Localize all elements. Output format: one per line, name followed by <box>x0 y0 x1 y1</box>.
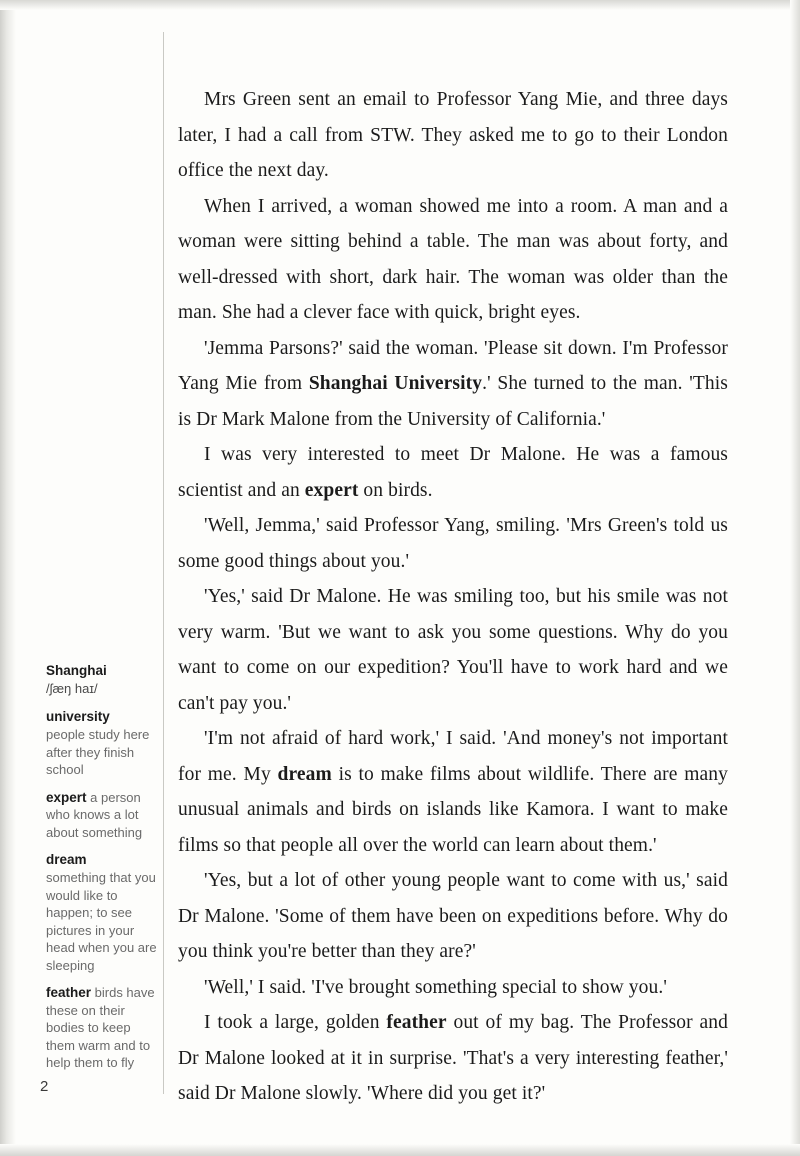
glossary-headword: university <box>46 709 110 724</box>
glossary-definition: something that you would like to happen; to see pictures in your head when you are sleeping <box>46 870 157 973</box>
glossary-definition: people study here after they finish school <box>46 727 150 777</box>
glossary-entry <box>46 984 158 1072</box>
glossary-inline-entry <box>46 789 158 842</box>
paragraph: 'Jemma Parsons?' said the woman. 'Please sit down. I'm Professor Yang Mie from Shanghai University.' She turned to the man. 'This is Dr Mark Malone from the University of California.' <box>178 337 728 430</box>
glossary-headword: dream <box>46 852 87 867</box>
glossary-definition: a person who knows a lot about something <box>46 789 143 840</box>
glossary-headword: feather <box>46 985 92 1000</box>
column-divider-rule <box>163 32 164 1094</box>
page-edge-shadow-bottom <box>0 1144 800 1156</box>
glossary-entry <box>46 662 158 698</box>
glossary-entry <box>46 851 158 974</box>
paragraph: 'I'm not afraid of hard work,' I said. 'And money's not important for me. My dream is to make films about wildlife. There are many unusual animals and birds on islands like Kamora. I want to make films so that people all over the world can learn about them.' <box>178 728 728 856</box>
body-text-column <box>178 82 728 1112</box>
paragraph: Mrs Green sent an email to Professor Yang Mie, and three days later, I had a call from STW. They asked me to go to their London office the next day. <box>178 89 728 181</box>
glossary-inline-entry <box>46 984 158 1072</box>
paragraph: 'Well, Jemma,' said Professor Yang, smiling. 'Mrs Green's told us some good things about you.' <box>178 515 728 572</box>
paragraph: I took a large, golden feather out of my bag. The Professor and Dr Malone looked at it in surprise. 'That's a very interesting feather,' said Dr Malone slowly. 'Where did you get it?' <box>178 1012 729 1104</box>
paragraph: I was very interested to meet Dr Malone. He was a famous scientist and an expert on birds. <box>178 444 728 501</box>
paragraph: 'Yes, but a lot of other young people want to come with us,' said Dr Malone. 'Some of them have been on expeditions before. Why do you think you're better than they are?' <box>178 870 728 962</box>
page-edge-shadow-top <box>0 0 800 10</box>
page-edge-shadow-left <box>0 0 16 1156</box>
paragraph: When I arrived, a woman showed me into a room. A man and a woman were sitting behind a table. The man was about forty, and well-dressed with short, dark hair. The woman was older than the man. She had a clever face with quick, bright eyes. <box>178 195 728 323</box>
glossary-entry <box>46 789 158 842</box>
paragraph: 'Yes,' said Dr Malone. He was smiling too, but his smile was not very warm. 'But we want to ask you some questions. Why do you want to come on our expedition? You'll have to work hard and we can't pay you.' <box>178 586 728 714</box>
paragraph: 'Well,' I said. 'I've brought something special to show you.' <box>204 976 667 998</box>
glossary-headword: expert <box>46 789 87 805</box>
page-edge-shadow-right <box>790 0 800 1156</box>
glossary-sidebar <box>46 662 158 1082</box>
glossary-phonetic: /ʃæŋ haɪ/ <box>46 681 98 696</box>
glossary-headword: Shanghai <box>46 663 107 678</box>
glossary-entry <box>46 708 158 779</box>
page-number: 2 <box>40 1078 49 1095</box>
glossary-definition: birds have these on their bodies to keep them warm and to help them to fly <box>46 985 155 1070</box>
